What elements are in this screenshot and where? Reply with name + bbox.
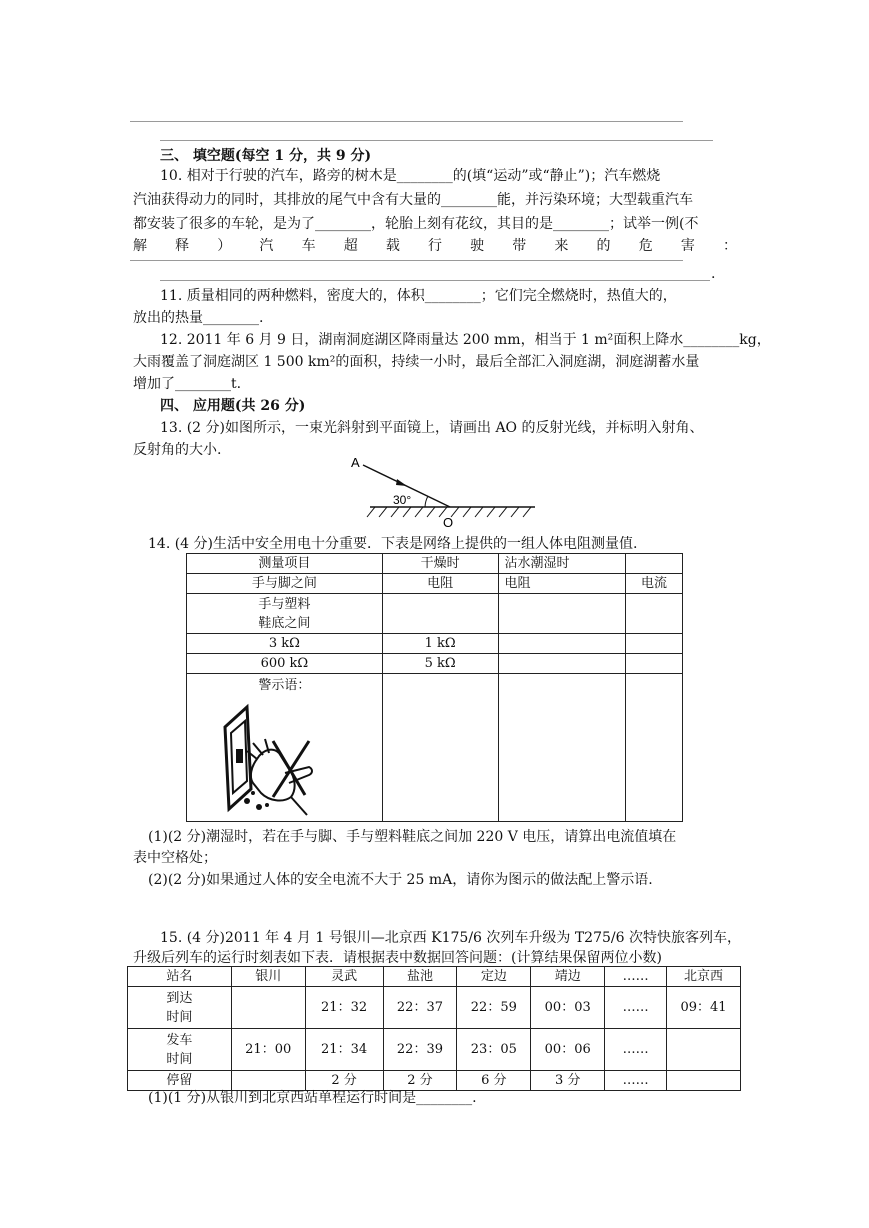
justified-char: ： <box>722 238 737 254</box>
table-row <box>128 1029 741 1071</box>
q15-part1: (1)(1 分)从银川到北京西站单程运行时间是________. <box>148 1090 477 1106</box>
warning-label: 警示语： <box>258 678 311 693</box>
table-cell: 21：34 <box>305 1029 383 1071</box>
q14-part1-line1: (1)(2 分)潮湿时，若在手与脚、手与塑料鞋底之间加 220 V 电压，请算出电流值填在 <box>148 829 677 845</box>
justified-char: 来 <box>554 238 569 254</box>
table-cell: 3 kΩ <box>187 634 383 654</box>
table-cell: 手与脚之间 <box>187 574 383 594</box>
table-cell: 灵武 <box>305 967 383 987</box>
table-cell <box>667 1071 741 1091</box>
table-cell: 电阻 <box>382 574 498 594</box>
section3-heading: 三、 填空题(每空 1 分，共 9 分) <box>160 148 372 164</box>
section4-heading: 四、 应用题(共 26 分) <box>160 398 306 414</box>
justified-char: 释 <box>175 238 190 254</box>
table-cell <box>187 594 383 634</box>
angle-arc <box>425 496 428 507</box>
top-rule-1 <box>130 121 683 122</box>
label-o: O <box>443 515 454 530</box>
cell-line: 时间 <box>166 1009 193 1025</box>
table-cell: 干燥时 <box>382 554 498 574</box>
table-cell <box>231 987 305 1029</box>
q13-line1: 13. (2 分)如图所示，一束光斜射到平面镜上，请画出 AO 的反射光线，并标明入射角、 <box>160 420 704 436</box>
table-cell: 3 分 <box>531 1071 605 1091</box>
table-row <box>187 554 683 574</box>
cell-line: 发车 <box>166 1032 193 1048</box>
table-row <box>187 594 683 634</box>
table-cell: 00：03 <box>531 987 605 1029</box>
justified-char: 危 <box>638 238 653 254</box>
table-cell: 盐池 <box>383 967 457 987</box>
table-cell: 09：41 <box>667 987 741 1029</box>
table-cell: 22：39 <box>383 1029 457 1071</box>
table-row <box>187 674 683 822</box>
table-cell: 北京西 <box>667 967 741 987</box>
table-cell: …… <box>605 1029 667 1071</box>
table-cell: …… <box>605 967 667 987</box>
label-a: A <box>351 455 360 470</box>
justified-char: 载 <box>385 238 400 254</box>
table-cell <box>382 674 498 822</box>
table-cell: 1 kΩ <box>382 634 498 654</box>
table-cell: 600 kΩ <box>187 654 383 674</box>
table-cell <box>128 1029 232 1071</box>
cell-line: 时间 <box>166 1051 193 1067</box>
table-row <box>128 987 741 1029</box>
q11-line1: 11. 质量相同的两种燃料，密度大的，体积________；它们完全燃烧时，热值大的， <box>160 288 677 304</box>
table-cell <box>498 634 626 654</box>
table-cell: 定边 <box>457 967 531 987</box>
q15-line1: 15. (4 分)2011 年 4 月 1 号银川—北京西 K175/6 次列车升级为 T275/6 次特快旅客列车， <box>160 930 741 946</box>
justified-char: ） <box>217 238 232 254</box>
table-cell: 靖边 <box>531 967 605 987</box>
table-cell: 21：32 <box>305 987 383 1029</box>
q10-line2: 汽油获得动力的同时，其排放的尾气中含有大量的________能，并污染环境；大型载重汽车 <box>133 192 693 208</box>
table-cell <box>498 654 626 674</box>
table-cell: 22：59 <box>457 987 531 1029</box>
q14-part1-line2: 表中空格处； <box>133 850 217 866</box>
justified-char: 驶 <box>470 238 485 254</box>
table-cell <box>498 674 626 822</box>
table-cell <box>498 594 626 634</box>
justified-char: 的 <box>596 238 611 254</box>
cell-line: 手与塑料 <box>258 596 311 612</box>
wet-hand-switch-illustration <box>217 697 337 817</box>
table-cell: 6 分 <box>457 1071 531 1091</box>
q10-line4 <box>133 236 737 256</box>
answer-rule-2 <box>160 280 710 281</box>
q10-end-period: . <box>711 266 716 282</box>
table-cell: 5 kΩ <box>382 654 498 674</box>
resistance-table <box>186 553 683 822</box>
q10-line3: 都安装了很多的车轮，是为了________，轮胎上刻有花纹，其目的是________；试举一例(不 <box>133 216 699 232</box>
table-cell <box>626 654 683 674</box>
table-cell: …… <box>605 987 667 1029</box>
table-cell <box>667 1029 741 1071</box>
warning-cell <box>187 674 383 822</box>
justified-char: 行 <box>427 238 442 254</box>
q14-line1: 14. (4 分)生活中安全用电十分重要．下表是网络上提供的一组人体电阻测量值. <box>148 536 638 552</box>
q11-line2: 放出的热量________. <box>133 310 264 326</box>
table-cell: 00：06 <box>531 1029 605 1071</box>
cell-line: 鞋底之间 <box>258 615 311 631</box>
table-cell: 21：00 <box>231 1029 305 1071</box>
table-cell <box>626 554 683 574</box>
ray-arrowhead <box>396 479 407 486</box>
table-cell: 电流 <box>626 574 683 594</box>
justified-char: 车 <box>301 238 316 254</box>
table-cell: 23：05 <box>457 1029 531 1071</box>
table-row <box>187 634 683 654</box>
table-cell: 电阻 <box>498 574 626 594</box>
table-cell: 站名 <box>128 967 232 987</box>
q10-line1: 10. 相对于行驶的汽车，路旁的树木是________的(填“运动”或“静止”)；汽车燃烧 <box>160 168 661 184</box>
q14-part2: (2)(2 分)如果通过人体的安全电流不大于 25 mA，请你为图示的做法配上警示语. <box>148 872 653 888</box>
top-rule-2 <box>160 140 713 141</box>
table-cell <box>626 634 683 654</box>
table-cell: 停留 <box>128 1071 232 1091</box>
mirror-figure <box>345 455 545 530</box>
table-row <box>187 574 683 594</box>
justified-char: 超 <box>343 238 358 254</box>
justified-char: 害 <box>680 238 695 254</box>
justified-char: 解 <box>133 238 147 254</box>
table-cell: 银川 <box>231 967 305 987</box>
table-cell: 测量项目 <box>187 554 383 574</box>
table-cell: 沾水潮湿时 <box>498 554 626 574</box>
q12-line2: 大雨覆盖了洞庭湖区 1 500 km²的面积，持续一小时，最后全部汇入洞庭湖，洞庭湖蓄水量 <box>133 354 700 370</box>
answer-rule-1 <box>130 260 683 261</box>
cell-line: 到达 <box>166 990 193 1006</box>
table-cell: …… <box>605 1071 667 1091</box>
table-cell: 2 分 <box>383 1071 457 1091</box>
table-cell <box>128 987 232 1029</box>
train-timetable <box>127 966 741 1091</box>
table-row <box>187 654 683 674</box>
table-cell: 22：37 <box>383 987 457 1029</box>
table-cell <box>626 594 683 634</box>
q12-line1: 12. 2011 年 6 月 9 日，湖南洞庭湖区降雨量达 200 mm，相当于 1 m²面积上降水________kg， <box>160 332 771 348</box>
q12-line3: 增加了________t. <box>133 376 242 392</box>
angle-label: 30° <box>393 493 412 507</box>
q15-line2: 升级后列车的运行时刻表如下表．请根据表中数据回答问题：(计算结果保留两位小数) <box>133 950 662 966</box>
table-cell: 2 分 <box>305 1071 383 1091</box>
table-cell <box>382 594 498 634</box>
table-cell <box>626 674 683 822</box>
table-row <box>128 967 741 987</box>
justified-char: 汽 <box>259 238 274 254</box>
q13-line2: 反射角的大小. <box>133 442 222 458</box>
justified-char: 带 <box>512 238 527 254</box>
